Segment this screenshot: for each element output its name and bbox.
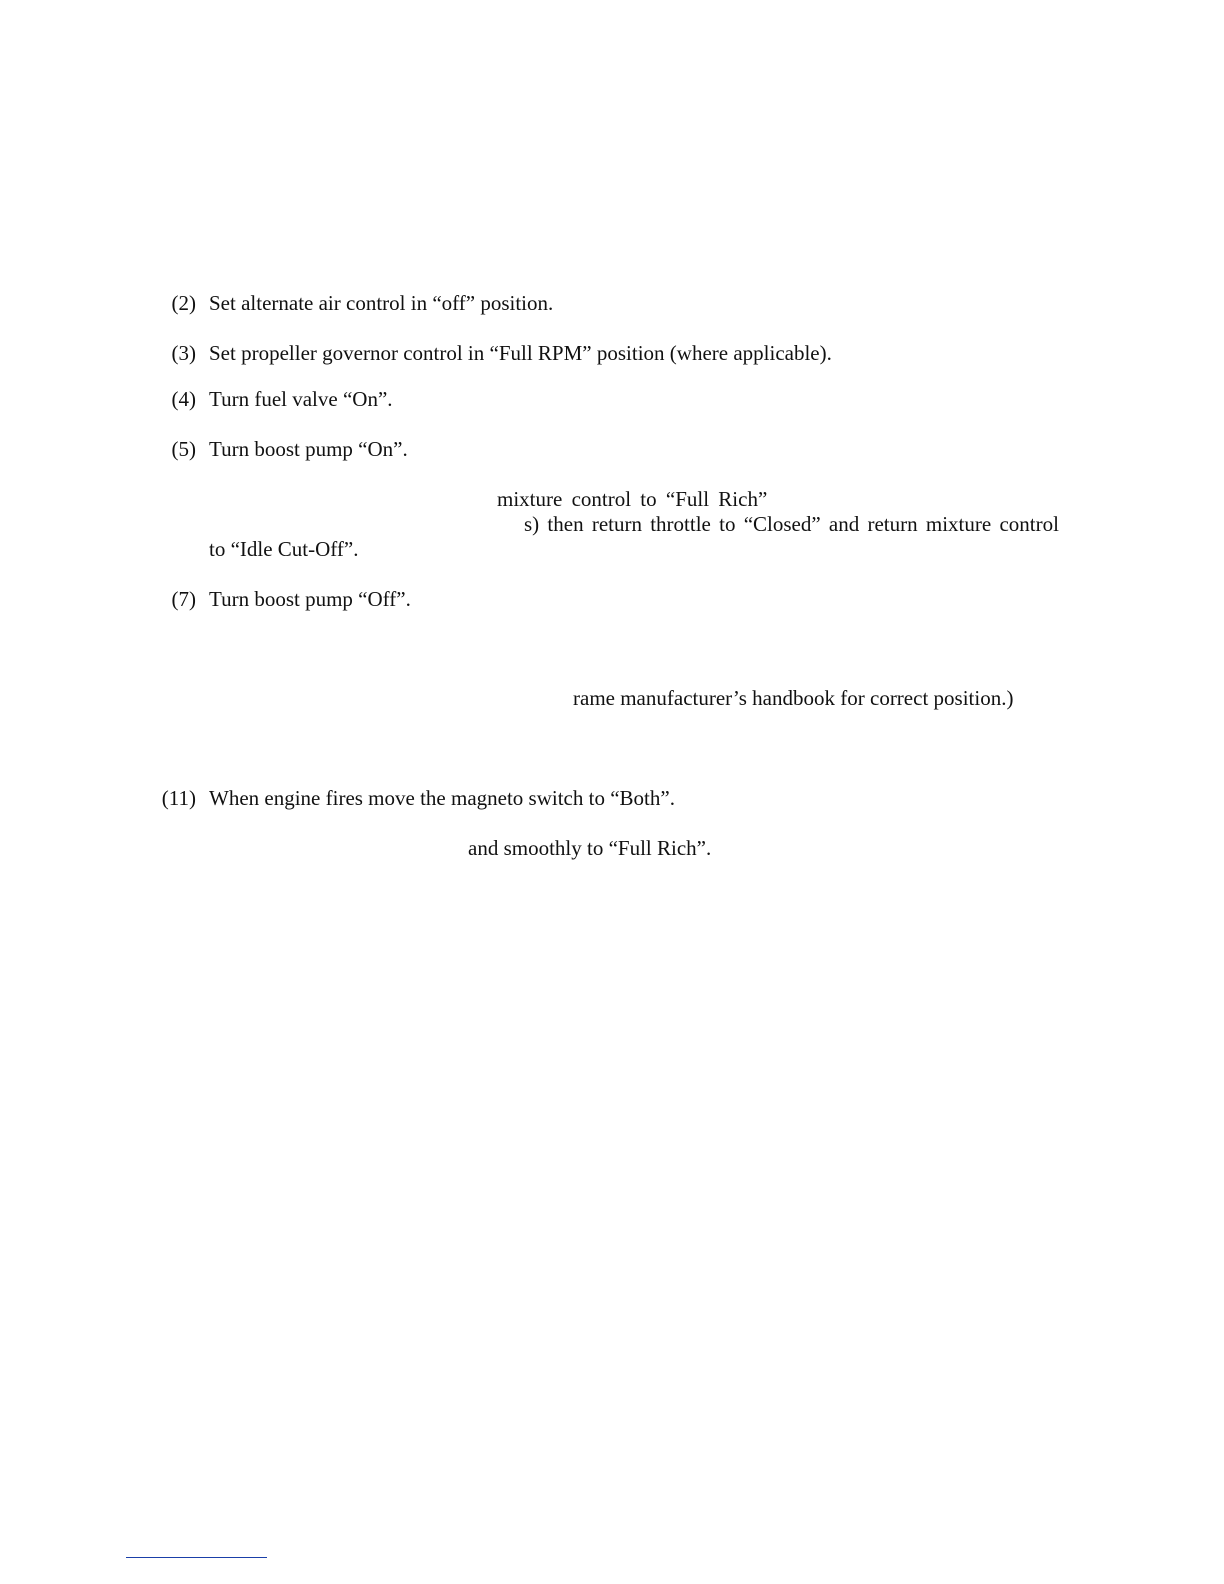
step-6-fragment-line-1	[497, 487, 767, 511]
step-text: Turn fuel valve “On”.	[209, 387, 393, 411]
step-number: (5)	[171, 437, 196, 461]
step-text: When engine fires move the magneto switch to “Both”.	[209, 786, 675, 810]
step-text: Set alternate air control in “off” position.	[209, 291, 554, 315]
step-text: Turn boost pump “On”.	[209, 437, 408, 461]
step-6-fragment-line-3	[209, 537, 358, 561]
step-text: mixture control to “Full Rich”	[497, 487, 768, 511]
footnote-separator	[126, 1557, 267, 1558]
step-number: (11)	[161, 786, 196, 810]
step-text: and smoothly to “Full Rich”.	[468, 836, 712, 860]
step-text: Turn boost pump “Off”.	[209, 587, 411, 611]
step-6-fragment-line-2	[524, 512, 1059, 536]
step-number: (7)	[171, 587, 196, 611]
step-text: s) then return throttle to “Closed” and return mixture control	[524, 512, 1059, 536]
step-number: (4)	[171, 387, 196, 411]
step-number: (2)	[171, 291, 196, 315]
step-fragment-handbook	[573, 686, 1013, 710]
step-number: (3)	[171, 341, 196, 365]
step-fragment-full-rich	[468, 836, 711, 860]
step-text: rame manufacturer’s handbook for correct position.)	[573, 686, 1014, 710]
step-text: Set propeller governor control in “Full RPM” position (where applicable).	[209, 341, 832, 365]
step-text: to “Idle Cut-Off”.	[209, 537, 359, 561]
